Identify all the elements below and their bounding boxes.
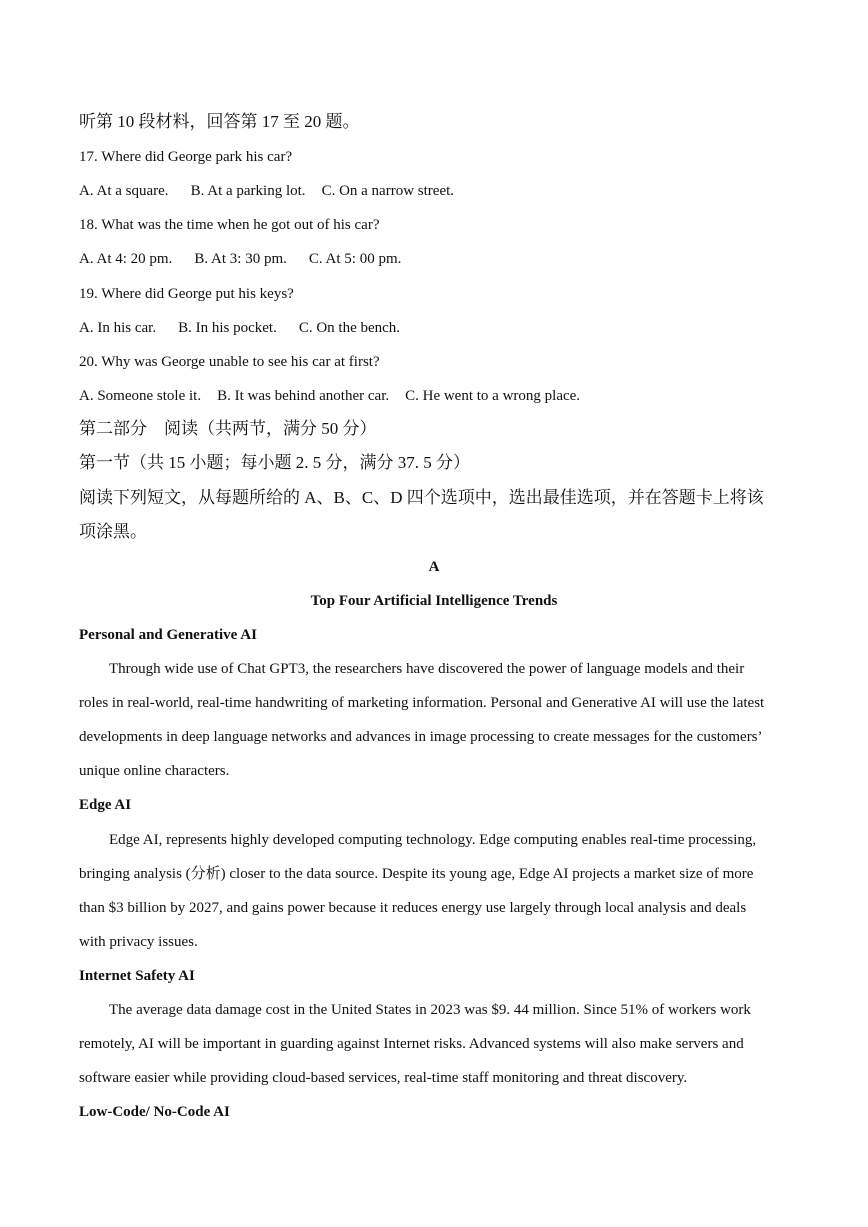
question-19-option-c[interactable]: C. On the bench. (298, 320, 401, 336)
question-17-option-a[interactable]: A. At a square. (79, 183, 169, 199)
question-20-options (79, 386, 580, 406)
reading-section-title: 第一节（共 15 小题；每小题 2. 5 分，满分 37. 5 分） (79, 453, 470, 472)
question-18-option-c[interactable]: C. At 5: 00 pm. (308, 251, 402, 267)
question-20-stem: 20. Why was George unable to see his car at first? (79, 354, 380, 370)
question-19-option-b[interactable]: B. In his pocket. (178, 320, 277, 336)
question-20-option-c[interactable]: C. He went to a wrong place. (405, 388, 581, 404)
passage-letter: A (428, 559, 440, 575)
question-19-stem: 19. Where did George put his keys? (79, 286, 294, 302)
paragraph-line: roles in real-world, real-time handwriting of marketing information. Personal and Generative AI will use the latest (79, 695, 765, 711)
paragraph-line: Edge AI, represents highly developed computing technology. Edge computing enables real-time processing, (109, 832, 757, 848)
question-20-option-a[interactable]: A. Someone stole it. (79, 388, 202, 404)
question-18-stem: 18. What was the time when he got out of his car? (79, 217, 380, 233)
question-17-option-c[interactable]: C. On a narrow street. (321, 183, 455, 199)
reading-instruction-line-1: 阅读下列短文，从每题所给的 A、B、C、D 四个选项中，选出最佳选项，并在答题卡上将该 (79, 488, 764, 507)
question-20-option-b[interactable]: B. It was behind another car. (217, 388, 390, 404)
section-heading-internet-safety-ai: Internet Safety AI (79, 968, 195, 984)
section-heading-low-code-no-code-ai: Low-Code/ No-Code AI (79, 1104, 230, 1120)
question-18-option-b[interactable]: B. At 3: 30 pm. (194, 251, 287, 267)
paragraph-line: bringing analysis (分析) closer to the data source. Despite its young age, Edge AI projects a market size of more (79, 866, 754, 882)
paragraph-line: software easier while providing cloud-based services, real-time staff monitoring and threat discovery. (79, 1070, 688, 1086)
listening-instruction: 听第 10 段材料，回答第 17 至 20 题。 (79, 112, 360, 131)
paragraph-line: than $3 billion by 2027, and gains power because it reduces energy use largely through local analysis and deals (79, 900, 747, 916)
question-17-options (79, 181, 454, 201)
reading-part-title: 第二部分 阅读（共两节，满分 50 分） (79, 419, 377, 438)
paragraph-line: developments in deep language networks and advances in image processing to create messages for the customers’ (79, 729, 763, 745)
question-17-stem: 17. Where did George park his car? (79, 149, 293, 165)
passage-title: Top Four Artificial Intelligence Trends (310, 593, 558, 609)
paragraph-line: with privacy issues. (79, 934, 198, 950)
question-18-option-a[interactable]: A. At 4: 20 pm. (79, 251, 173, 267)
question-17-option-b[interactable]: B. At a parking lot. (190, 183, 306, 199)
section-heading-edge-ai: Edge AI (79, 797, 132, 813)
paragraph-line: Through wide use of Chat GPT3, the researchers have discovered the power of language models and their (109, 661, 745, 677)
reading-instruction-line-2: 项涂黑。 (79, 522, 147, 541)
paragraph-line: unique online characters. (79, 763, 230, 779)
question-18-options (79, 249, 401, 269)
paragraph-line: remotely, AI will be important in guarding against Internet risks. Advanced systems will also make servers and (79, 1036, 744, 1052)
section-heading-personal-generative-ai: Personal and Generative AI (79, 627, 257, 643)
paragraph-line: The average data damage cost in the United States in 2023 was $9. 44 million. Since 51% of workers work (109, 1002, 751, 1018)
question-19-options (79, 318, 400, 338)
question-19-option-a[interactable]: A. In his car. (79, 320, 157, 336)
